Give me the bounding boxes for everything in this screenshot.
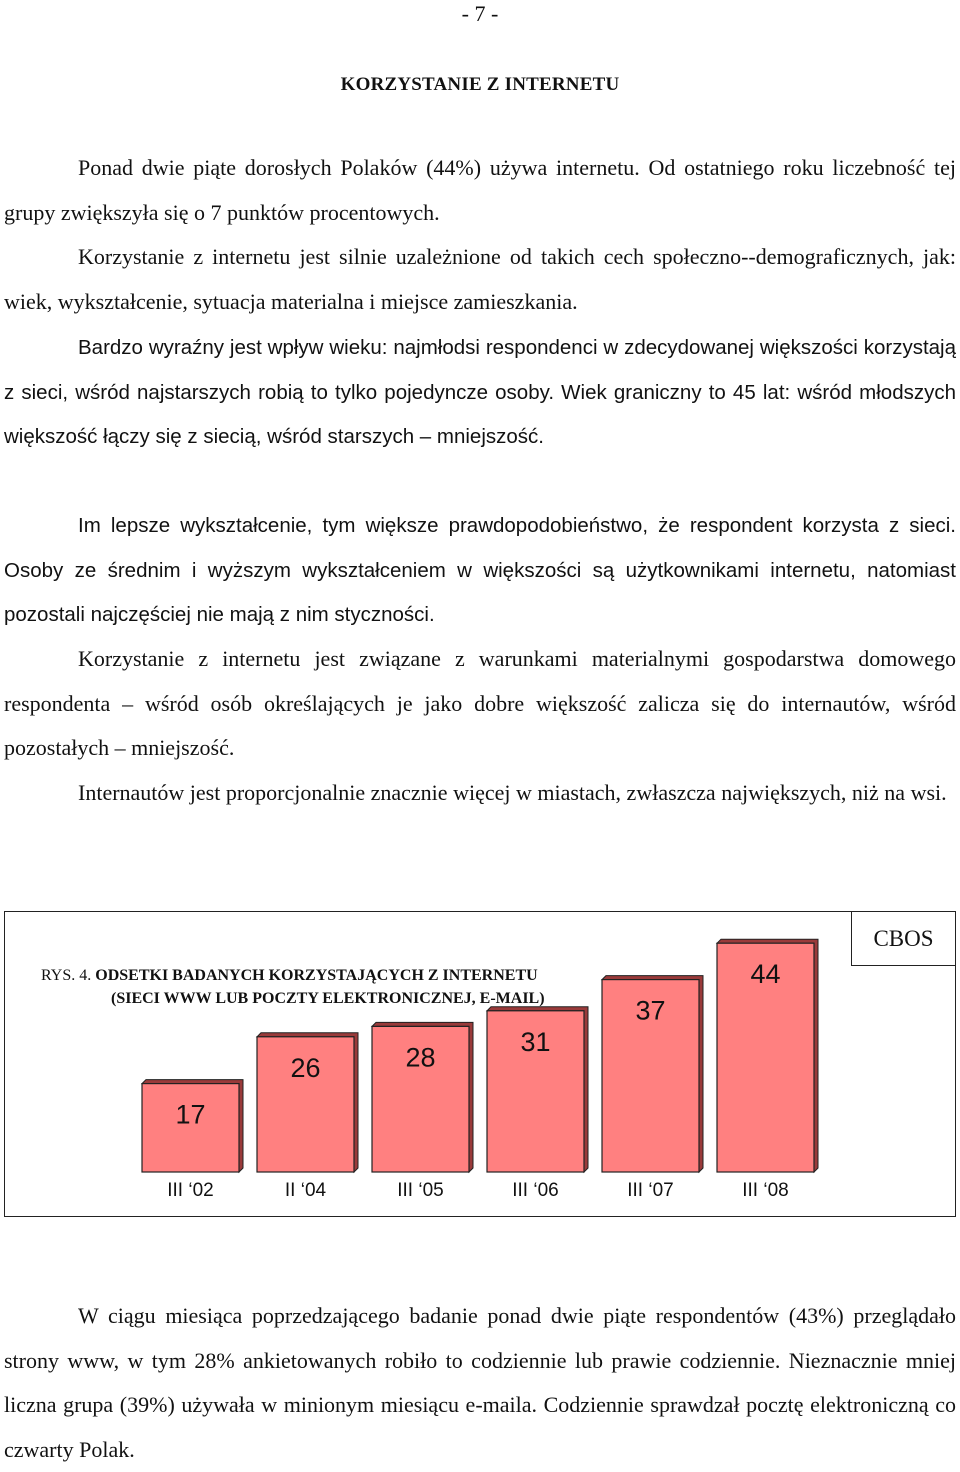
bar-chart [5, 912, 957, 1218]
intro-paragraphs [4, 146, 956, 324]
paragraph: W ciągu miesiąca poprzedzającego badanie ponad dwie piąte respondentów (43%) przeglądało strony www, w tym 28% ankietowanych robiło to codziennie lub prawie codziennie. Nieznacznie mniej liczna grupa (39%) używała w minionym miesiącu e-maila. Codziennie sprawdzał pocztę elektroniczną co czwarty Polak. [4, 1303, 956, 1462]
bar-value-label: 44 [750, 959, 781, 990]
rest-paragraphs-serif [4, 637, 956, 815]
paragraph: Korzystanie z internetu jest silnie uzależnione od takich cech społeczno--demograficznych, jak: wiek, wykształcenie, sytuacja materialna i miejsce zamieszkania. [4, 244, 956, 314]
chart-panel [4, 911, 956, 1217]
paragraph: Korzystanie z internetu jest związane z warunkami materialnymi gospodarstwa domowego respondenta – wśród osób określających je jako dobre większość zalicza się do internautów, wśród pozostałych – mniejszość. [4, 646, 956, 760]
bar-value-label: 17 [175, 1099, 206, 1130]
chart-title-line1: ODSETKI BADANYCH KORZYSTAJĄCYCH Z INTERNETU [95, 967, 538, 984]
bottom-paragraphs [4, 1294, 956, 1472]
category-label: III ‘05 [397, 1180, 444, 1201]
chart-title-prefix: RYS. 4. [41, 967, 92, 984]
category-label: III ‘07 [627, 1180, 674, 1201]
section-heading: KORZYSTANIE Z INTERNETU [340, 74, 620, 95]
category-label: III ‘08 [742, 1180, 789, 1201]
category-label: III ‘06 [512, 1180, 559, 1201]
bar-value-label: 31 [520, 1026, 551, 1057]
category-label: III ‘02 [167, 1180, 214, 1201]
page-number: - 7 - [461, 1, 499, 26]
paragraph: Bardzo wyraźny jest wpływ wieku: najmłodsi respondenci w zdecydowanej większości korzystają z sieci, wśród najstarszych robią to tylko pojedyncze osoby. Wiek graniczny to 45 lat: wśród młodszych większość łączy się z siecią, wśród starszych – mniejszość. [4, 336, 956, 448]
paragraph: Internautów jest proporcjonalnie znacznie więcej w miastach, zwłaszcza największych, niż na wsi. [78, 779, 947, 805]
source-label: CBOS [851, 911, 956, 966]
paragraph: Im lepsze wykształcenie, tym większe prawdopodobieństwo, że respondent korzysta z sieci. Osoby ze średnim i wyższym wykształceniem w większości są użytkownikami internetu, natomiast pozostali najczęściej nie mają z nim styczności. [4, 514, 956, 626]
bar-value-label: 28 [405, 1042, 436, 1073]
age-paragraph-block [4, 326, 956, 460]
paragraph: Ponad dwie piąte dorosłych Polaków (44%) używa internetu. Od ostatniego roku liczebność tej grupy zwiększyła się o 7 punktów procentowych. [4, 155, 956, 225]
chart-title-line2: (SIECI WWW LUB POCZTY ELEKTRONICZNEJ, E-MAIL) [111, 990, 545, 1007]
category-label: II ‘04 [284, 1180, 327, 1201]
bar-value-label: 26 [290, 1052, 321, 1083]
rest-paragraphs [4, 504, 956, 638]
bar-value-label: 37 [635, 995, 666, 1026]
